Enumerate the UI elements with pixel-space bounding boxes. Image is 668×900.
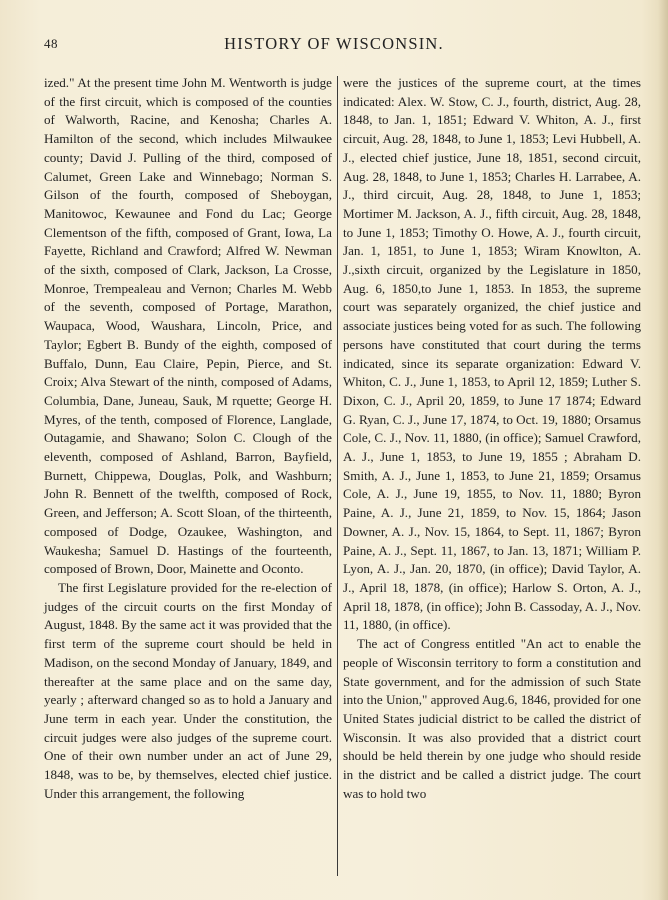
page-header — [0, 36, 668, 56]
left-column — [44, 74, 332, 803]
column-divider — [337, 76, 338, 876]
right-paragraph-1: were the justices of the supreme court, at the times indicated: Alex. W. Stow, C. J., fourth, district, Aug. 28, 1848, to Jan. 1, 1851; Edward V. Whiton, A. J., first circuit, Aug. 28, 1848, to June 1, 1853; Levi Hubbell, A. J., elected chief justice, June 18, 1851, second circuit, Aug. 28, 1848, to June 1, 1853; Charles H. Larrabee, A. J., third circuit, Aug. 28, 1848, to June 1, 1853; Mortimer M. Jackson, A. J., fifth circuit, Aug. 28, 1848, to June 1, 1853; Timothy O. Howe, A. J., fourth circuit, Jan. 1, 1851, to June 1, 1853; Wiram Knowlton, A. J.,sixth circuit, organized by the Legislature in 1850, Aug. 6, 1850,to June 1, 1853. In 1853, the supreme court was separately organized, the chief justice and associate justices being voted for as such. The following persons have constituted that court during the terms indicated, since its separate organization: Edward V. Whiton, C. J., June 1, 1853, to April 12, 1859; Luther S. Dixon, C. J., April 20, 1859, to June 17 1874; Edward G. Ryan, C. J., June 17, 1874, to Oct. 19, 1880; Orsamus Cole, C. J., Nov. 11, 1880, (in office); Samuel Crawford, A. J., June 1, 1853, to June 19, 1855 ; Abraham D. Smith, A. J., June 1, 1853, to June 21, 1859; Orsamus Cole, A. J., June 19, 1855, to Nov. 11, 1880; Byron Paine, A. J., June 21, 1859, to Nov. 15, 1864; Jason Downer, A. J., Nov. 15, 1864, to Sept. 11, 1867; Byron Paine, A. J., Sept. 11, 1867, to Jan. 13, 1871; William P. Lyon, A. J., Jan. 20, 1870, (in office); David Taylor, A. J., April 18, 1878, (in office); Harlow S. Orton, A. J., April 18, 1878, (in office); John B. Cassoday, A. J., Nov. 11, 1880, (in office). — [343, 75, 641, 633]
page-number: 48 — [44, 36, 58, 51]
running-title: HISTORY OF WISCONSIN. — [224, 34, 444, 53]
left-paragraph-1: ized." At the present time John M. Wentworth is judge of the first circuit, which is composed of the counties of Walworth, Racine, and Kenosha; Charles A. Hamilton of the second, which includes Milwaukee county; David J. Pulling of the third, composed of Calumet, Green Lake and Winnebago; Norman S. Gilson of the fourth, composed of Sheboygan, Manitowoc, Kewaunee and Fond du Lac; George Clementson of the fifth, composed of Grant, Iowa, La Fayette, Richland and Crawford; Alfred W. Newman of the sixth, composed of Clark, Jackson, La Crosse, Monroe, Trempealeau and Vernon; Charles M. Webb of the seventh, composed of Portage, Marathon, Waupaca, Wood, Waushara, Lincoln, Price, and Taylor; Egbert B. Bundy of the eighth, composed of Buffalo, Dunn, Eau Claire, Pepin, Pierce, and St. Croix; Alva Stewart of the ninth, composed of Adams, Columbia, Dane, Juneau, Sauk, M rquette; George H. Myres, of the tenth, composed of Florence, Langlade, Outagamie, and Shawano; Solon C. Clough of the eleventh, composed of Ashland, Barron, Bayfield, Burnett, Chippewa, Douglas, Polk, and Washburn; John R. Bennett of the twelfth, composed of Rock, Green, and Jefferson; A. Scott Sloan, of the thirteenth, composed of Dodge, Ozaukee, Washington, and Waukesha; Samuel D. Hastings of the fourteenth, composed of Brown, Door, Mainette and Oconto. — [44, 75, 332, 577]
left-paragraph-2: The first Legislature provided for the re-election of judges of the circuit courts on the first Monday of August, 1848. By the same act it was provided that the first term of the supreme court should be held in Madison, on the second Monday of January, 1849, and thereafter at the same place and on the same day, yearly ; afterward changed so as to hold a January and June term in each year. Under the constitution, the circuit judges were also judges of the supreme court. One of their own number under an act of June 29, 1848, was to be, by themselves, elected chief justice. Under this arrangement, the following — [44, 579, 332, 801]
right-column — [343, 74, 641, 803]
right-paragraph-2: The act of Congress entitled "An act to enable the people of Wisconsin territory to form a constitution and State government, and for the admission of such State into the Union," approved Aug.6, 1846, provided for one United States judicial district to be called the district of Wisconsin. It was also provided that a district court should be held therein by one judge who should reside in the district and be called a district judge. The court was to hold two — [343, 636, 641, 801]
text-columns — [44, 74, 644, 878]
page-edge-shadow — [658, 0, 668, 900]
